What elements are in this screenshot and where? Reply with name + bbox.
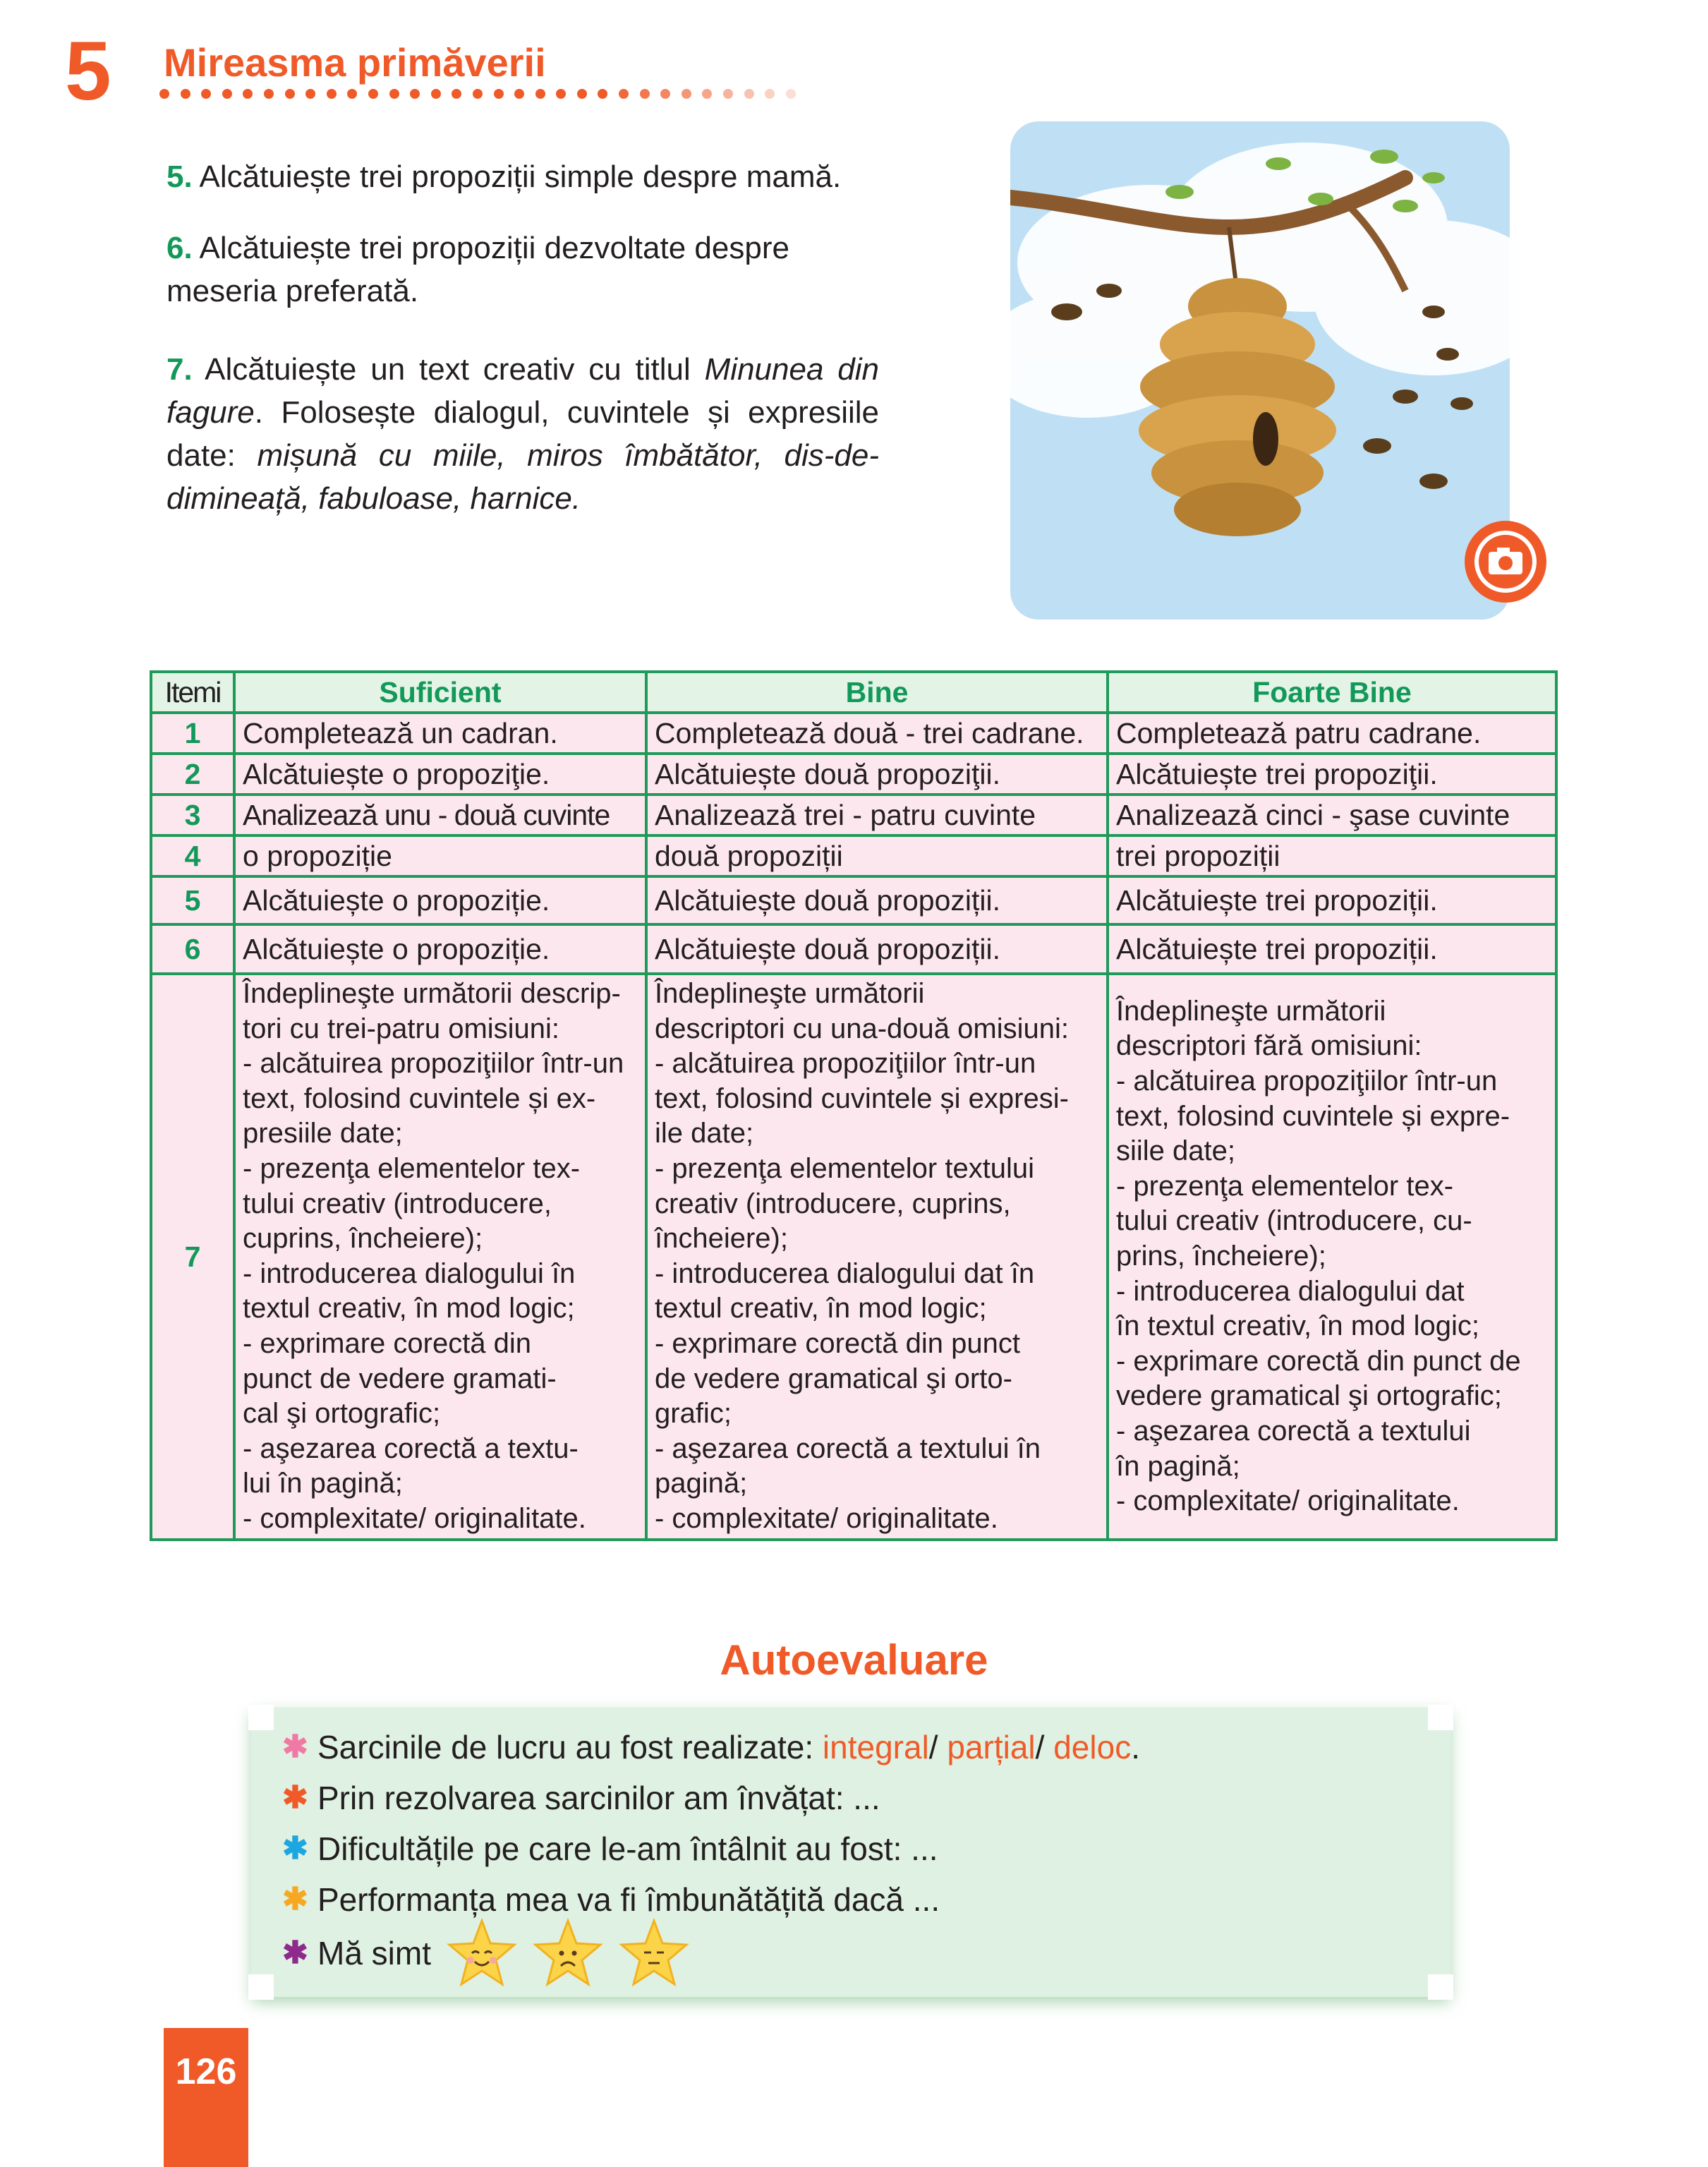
divider-dot (535, 89, 545, 99)
divider-dot (222, 89, 232, 99)
table-row (151, 835, 1556, 876)
divider-dot (702, 89, 712, 99)
page-number-tab (164, 2028, 248, 2167)
list-item: ✱ Sarcinile de lucru au fost realizate: integral / parțial / deloc . (282, 1722, 1140, 1773)
divider-dot (598, 89, 607, 99)
divider-dot (285, 89, 295, 99)
divider-dot (327, 89, 337, 99)
header-foarte-bine: Foarte Bine (1108, 672, 1556, 713)
divider-dot (556, 89, 566, 99)
divider-dot (431, 89, 441, 99)
table-cell: două propoziții (646, 835, 1108, 876)
exercise-7: 7. Alcătuiește un text creativ cu titlul Minunea din fagure. Folosește dialogul, cuvintele și expresiile date: mișună cu miile, miros îmbătător, dis-de-dimineață, fabuloase, harnice. (166, 352, 880, 516)
table-cell: Alcătuiește două propoziții. (646, 876, 1108, 924)
asterisk-icon: ✱ (282, 1730, 308, 1764)
header-bine: Bine (646, 672, 1108, 713)
sad-star-icon[interactable] (533, 1918, 603, 1988)
table-cell: Alcătuiește trei propoziții. (1108, 876, 1556, 924)
divider-dot (640, 89, 650, 99)
divider-dot (473, 89, 483, 99)
asterisk-icon: ✱ (282, 1882, 308, 1917)
list-item: ✱ Prin rezolvarea sarcinilor am învățat: ... (282, 1773, 1140, 1823)
option-integral[interactable]: integral (822, 1729, 929, 1765)
table-cell: Îndeplineşte următorii descrip- tori cu trei-patru omisiuni: - alcătuirea propoziţiilor într-un text, folosind cuvintele și ex- presiile date; - prezenţa elementelor tex- tului creativ (introducere, cuprins, încheiere); - introducerea dialogului în textul creativ, în mod logic; - exprimare corectă din punct de vedere gramati- cal şi ortografic; - aşezarea corectă a textu- lui în pagină; - complexitate/ originalitate. (234, 974, 646, 1540)
item-number: 5 (151, 876, 234, 924)
table-row (151, 754, 1556, 795)
title-dot-divider (159, 89, 796, 99)
divider-dot (786, 89, 796, 99)
item-number: 1 (151, 713, 234, 754)
box-corner-notch (248, 1705, 274, 1730)
table-cell: Analizează unu - două cuvinte (234, 795, 646, 835)
exercise-5: 5. Alcătuiește trei propoziții simple despre mamă. (166, 159, 842, 194)
divider-dot (159, 89, 169, 99)
item-number: 4 (151, 835, 234, 876)
table-cell: Alcătuiește două propoziţii. (646, 754, 1108, 795)
divider-dot (765, 89, 775, 99)
table-cell: Analizează trei - patru cuvinte (646, 795, 1108, 835)
item-number: 7 (151, 974, 234, 1540)
page-number: 126 (175, 2051, 237, 2092)
table-row (151, 924, 1556, 974)
table-cell: Îndeplineşte următorii descriptori cu una-două omisiuni: - alcătuirea propoziţiilor într-un text, folosind cuvintele și expresi- ile date; - prezenţa elementelor textului creativ (introducere, cuprins, încheiere); - introducerea dialogului dat în textul creativ, în mod logic; - exprimare corectă din punct de vedere gramatical şi orto- grafic; - aşezarea corectă a textului în pagină; - complexitate/ originalitate. (646, 974, 1108, 1540)
table-cell: Completează două - trei cadrane. (646, 713, 1108, 754)
happy-star-icon[interactable] (447, 1918, 517, 1988)
neutral-star-icon[interactable] (619, 1918, 689, 1988)
exercise-list (166, 155, 879, 548)
table-cell: Analizează cinci - şase cuvinte (1108, 795, 1556, 835)
header-itemi: Itemi (151, 672, 234, 713)
asterisk-icon: ✱ (282, 1831, 308, 1866)
divider-dot (514, 89, 524, 99)
header-suficient: Suficient (234, 672, 646, 713)
item-number: 6 (151, 924, 234, 974)
assessment-rubric-table (150, 670, 1558, 1541)
table-cell: trei propoziții (1108, 835, 1556, 876)
table-cell: Alcătuiește o propoziție. (234, 876, 646, 924)
table-cell: Alcătuiește o propoziţie. (234, 754, 646, 795)
divider-dot (723, 89, 733, 99)
list-item: ✱ Mă simt (282, 1925, 1140, 1981)
self-assessment-title: Autoevaluare (720, 1636, 988, 1684)
list-item: ✱ Dificultățile pe care le-am întâlnit au fost: ... (282, 1823, 1140, 1874)
exercise-6: 6. Alcătuiește trei propoziții dezvoltate despre meseria preferată. (166, 231, 789, 308)
divider-dot (577, 89, 587, 99)
list-item: ✱ Performanța mea va fi îmbunătățită dacă ... (282, 1874, 1140, 1925)
divider-dot (243, 89, 253, 99)
table-cell: Completează patru cadrane. (1108, 713, 1556, 754)
beehive-illustration (1010, 121, 1510, 620)
table-cell: Alcătuiește o propoziție. (234, 924, 646, 974)
box-corner-notch (248, 1974, 274, 2000)
divider-dot (201, 89, 211, 99)
table-cell: Completează un cadran. (234, 713, 646, 754)
table-cell: Alcătuiește trei propoziţii. (1108, 754, 1556, 795)
box-corner-notch (1428, 1705, 1453, 1730)
asterisk-icon: ✱ (282, 1780, 308, 1815)
table-row (151, 713, 1556, 754)
divider-dot (347, 89, 357, 99)
divider-dot (305, 89, 315, 99)
table-cell: o propoziție (234, 835, 646, 876)
option-partial[interactable]: parțial (947, 1729, 1036, 1765)
table-row (151, 876, 1556, 924)
divider-dot (682, 89, 691, 99)
table-row (151, 974, 1556, 1540)
self-assessment-list (282, 1722, 1140, 1981)
box-corner-notch (1428, 1974, 1453, 2000)
divider-dot (619, 89, 629, 99)
divider-dot (744, 89, 754, 99)
table-cell: Îndeplineşte următorii descriptori fără omisiuni: - alcătuirea propoziţiilor într-un text, folosind cuvintele și expre- siile date; - prezenţa elementelor tex- tului creativ (introducere, cu- prins, încheiere); - introducerea dialogului dat în textul creativ, în mod logic; - exprimare corectă din punct de vedere gramatical şi ortografic; - aşezarea corectă a textului în pagină; - complexitate/ originalitate. (1108, 974, 1556, 1540)
chapter-number: 5 (65, 25, 111, 118)
divider-dot (389, 89, 399, 99)
divider-dot (660, 89, 670, 99)
item-number: 2 (151, 754, 234, 795)
chapter-title: Mireasma primăverii (164, 40, 546, 85)
table-cell: Alcătuiește două propoziții. (646, 924, 1108, 974)
camera-icon[interactable] (1462, 518, 1549, 605)
table-row (151, 795, 1556, 835)
divider-dot (368, 89, 378, 99)
option-deloc[interactable]: deloc (1053, 1729, 1132, 1765)
divider-dot (452, 89, 461, 99)
divider-dot (494, 89, 504, 99)
divider-dot (410, 89, 420, 99)
asterisk-icon: ✱ (282, 1936, 308, 1970)
divider-dot (181, 89, 190, 99)
item-number: 3 (151, 795, 234, 835)
table-header-row (151, 672, 1556, 713)
divider-dot (264, 89, 274, 99)
table-cell: Alcătuiește trei propoziții. (1108, 924, 1556, 974)
